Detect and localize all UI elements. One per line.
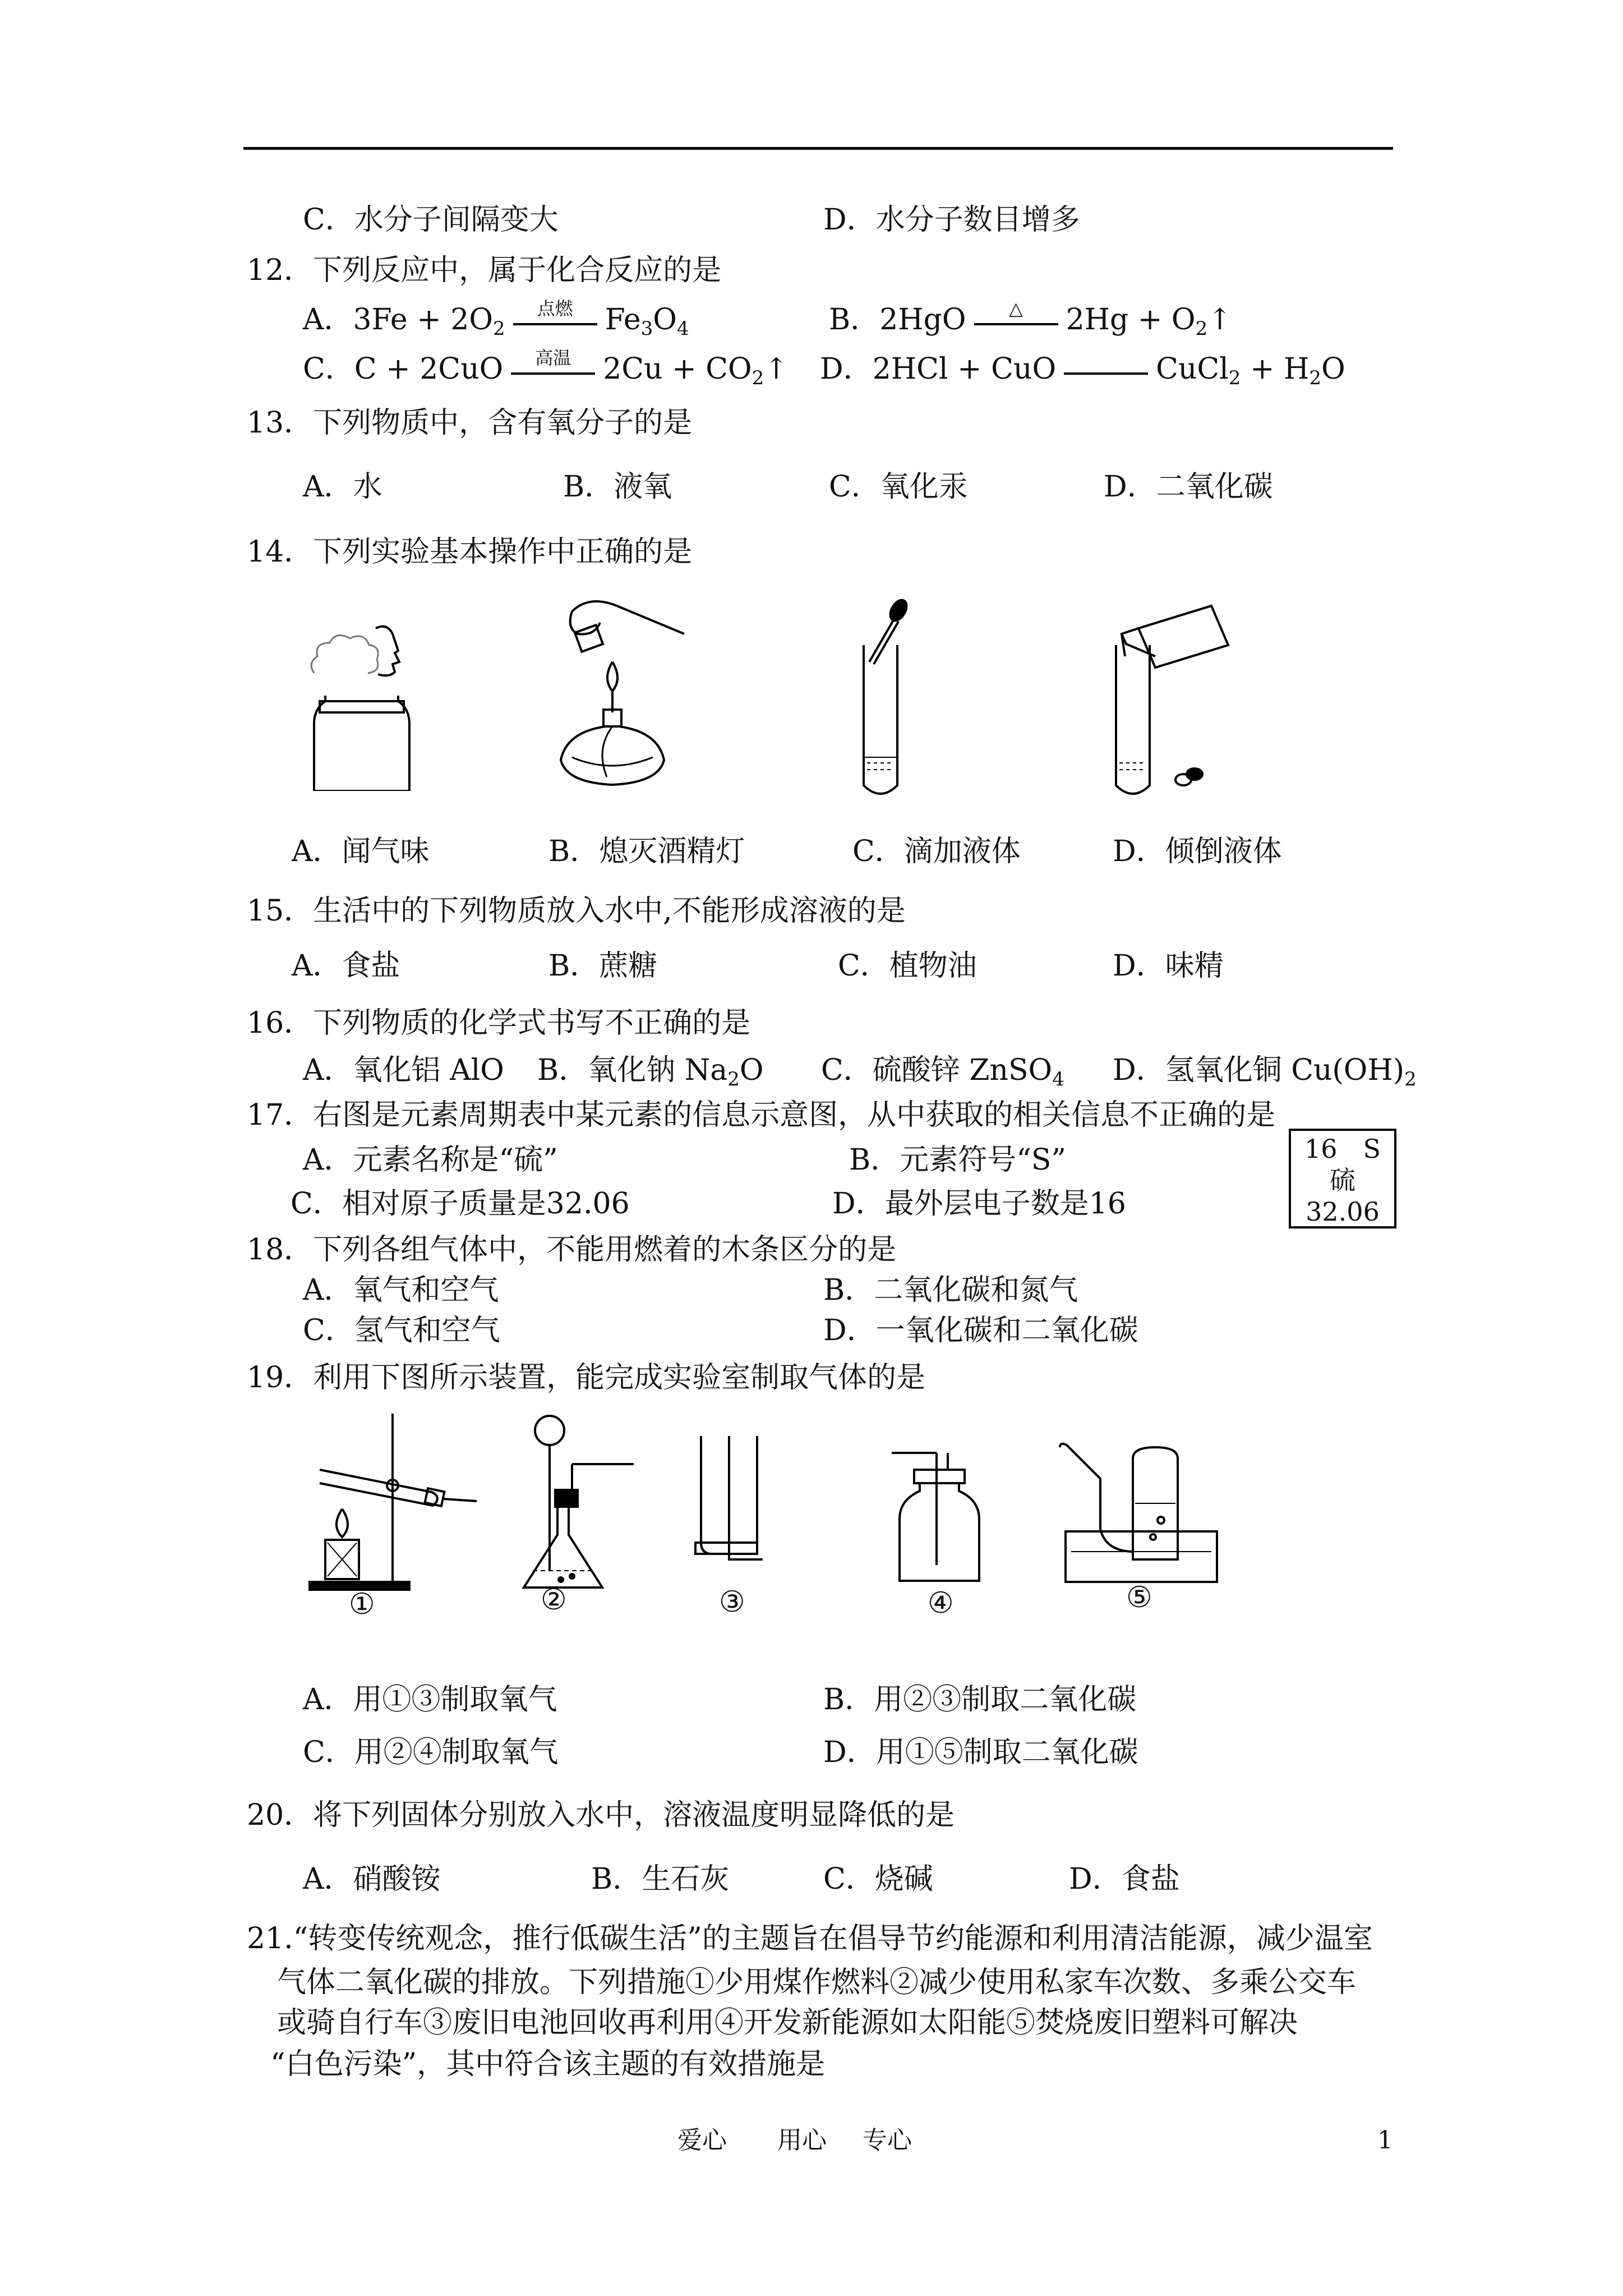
q16-option-c: C．硫酸锌 ZnSO$_4$ — [821, 1053, 1064, 1091]
apparatus-label-5: ⑤ — [1126, 1581, 1152, 1614]
q17-stem: 17．右图是元素周期表中某元素的信息示意图，从中获取的相关信息不正确的是 — [247, 1098, 1276, 1132]
q15-option-b: B．蔗糖 — [548, 949, 658, 983]
q19-option-a: A．用①③制取氧气 — [303, 1683, 557, 1717]
header-rule — [243, 147, 1393, 150]
element-name: 硫 — [1330, 1165, 1355, 1195]
reaction-arrow — [1064, 360, 1148, 383]
q14-option-c: C．滴加液体 — [852, 835, 1021, 868]
apparatus-downward-collection — [690, 1436, 768, 1571]
apparatus-gas-bottle — [892, 1447, 987, 1582]
q20-option-d: D．食盐 — [1069, 1862, 1180, 1896]
element-info-card — [1289, 1129, 1396, 1228]
q15-stem: 15．生活中的下列物质放入水中,不能形成溶液的是 — [247, 894, 906, 928]
q11-option-c: C．水分子间隔变大 — [303, 203, 559, 237]
atomic-number: 16 — [1304, 1134, 1338, 1164]
q12-option-d: D．2HCl + CuO CuCl$_2$ + $H_2O$ — [820, 352, 1345, 389]
q16-stem: 16．下列物质的化学式书写不正确的是 — [247, 1006, 751, 1040]
q17-option-b: B．元素符号“S” — [849, 1143, 1067, 1177]
apparatus-water-trough — [1054, 1442, 1223, 1588]
q13-option-d: D．二氧化碳 — [1104, 470, 1273, 504]
q21-line-3: 或骑自行车③废旧电池回收再利用④开发新能源如太阳能⑤焚烧废旧塑料可解决 — [277, 2006, 1298, 2040]
q18-option-b: B．二氧化碳和氮气 — [823, 1273, 1078, 1307]
element-symbol: S — [1363, 1134, 1381, 1164]
q14-option-d: D．倾倒液体 — [1113, 835, 1282, 868]
apparatus-flask-funnel — [516, 1414, 639, 1593]
q16-option-a: A．氧化铝 AlO — [303, 1053, 504, 1087]
apparatus-label-4: ④ — [928, 1586, 954, 1620]
smell-gas-figure — [292, 606, 426, 791]
q19-option-c: C．用②④制取氧气 — [303, 1736, 559, 1769]
atomic-mass: 32.06 — [1306, 1197, 1380, 1227]
q20-option-b: B．生石灰 — [591, 1862, 730, 1896]
apparatus-label-1: ① — [349, 1588, 375, 1621]
footer-motto-2: 用心 — [777, 2126, 827, 2155]
q15-option-c: C．植物油 — [838, 949, 977, 983]
q12-stem: 12．下列反应中，属于化合反应的是 — [247, 254, 722, 287]
apparatus-label-3: ③ — [719, 1585, 745, 1619]
q12-option-b: B．2HgO △ $2Hg + O_2↑$ — [829, 297, 1232, 340]
reaction-arrow: 点燃 — [513, 311, 597, 333]
q15-option-a: A．食盐 — [292, 949, 400, 983]
footer-motto-3: 专心 — [863, 2126, 912, 2155]
q21-line-2: 气体二氧化碳的排放。下列措施①少用煤作燃料②减少使用私家车次数、多乘公交车 — [277, 1966, 1357, 1999]
q14-stem: 14．下列实验基本操作中正确的是 — [247, 535, 693, 569]
q13-option-b: B．液氧 — [563, 470, 672, 504]
q17-option-c: C．相对原子质量是32.06 — [291, 1187, 630, 1221]
q17-option-d: D．最外层电子数是16 — [832, 1187, 1126, 1221]
reaction-arrow: △ — [974, 311, 1058, 333]
reaction-arrow: 高温 — [511, 360, 595, 383]
q18-option-a: A．氧气和空气 — [303, 1273, 499, 1307]
q12-option-a: A．$3Fe + 2O_2$ 点燃 $Fe_3O_4$ — [303, 297, 689, 340]
q20-option-c: C．烧碱 — [823, 1862, 933, 1896]
q19-stem: 19．利用下图所示装置，能完成实验室制取气体的是 — [247, 1361, 926, 1395]
footer-motto-1: 爱心 — [677, 2126, 727, 2155]
q14-option-b: B．熄灭酒精灯 — [548, 835, 745, 868]
q13-option-c: C．氧化汞 — [829, 470, 968, 504]
dropper-figure — [847, 595, 937, 802]
q20-stem: 20．将下列固体分别放入水中，溶液温度明显降低的是 — [247, 1798, 955, 1832]
q16-option-b: B．氧化钠 $Na_2O$ — [537, 1053, 764, 1091]
q20-option-a: A．硝酸铵 — [303, 1862, 441, 1896]
q18-option-d: D．一氧化碳和二氧化碳 — [823, 1314, 1138, 1347]
page-number: 1 — [1377, 2126, 1393, 2155]
apparatus-label-2: ② — [541, 1583, 567, 1617]
q21-line-1: 21.“转变传统观念，推行低碳生活”的主题旨在倡导节约能源和利用清洁能源，减少温室 — [247, 1922, 1373, 1955]
q18-option-c: C．氢气和空气 — [303, 1314, 500, 1347]
q11-option-d: D．水分子数目增多 — [823, 203, 1080, 237]
apparatus-heating-tube — [308, 1414, 477, 1593]
q21-line-4: “白色污染”，其中符合该主题的有效措施是 — [270, 2047, 826, 2081]
q17-option-a: A．元素名称是“硫” — [303, 1143, 558, 1177]
q13-stem: 13．下列物质中，含有氧分子的是 — [247, 406, 693, 440]
q14-option-a: A．闻气味 — [292, 835, 430, 868]
pour-liquid-figure — [1099, 595, 1245, 802]
q18-stem: 18．下列各组气体中，不能用燃着的木条区分的是 — [247, 1233, 897, 1267]
q15-option-d: D．味精 — [1113, 949, 1224, 983]
q13-option-a: A．水 — [303, 470, 382, 504]
alcohol-lamp-figure — [550, 595, 695, 797]
q16-option-d: D．氢氧化铜 $Cu(OH)_2$ — [1113, 1053, 1417, 1091]
q19-option-d: D．用①⑤制取二氧化碳 — [823, 1736, 1138, 1769]
q19-option-b: B．用②③制取二氧化碳 — [823, 1683, 1137, 1717]
q12-option-c: C．C + 2CuO 高温 $2Cu + CO_2↑$ — [303, 347, 789, 389]
